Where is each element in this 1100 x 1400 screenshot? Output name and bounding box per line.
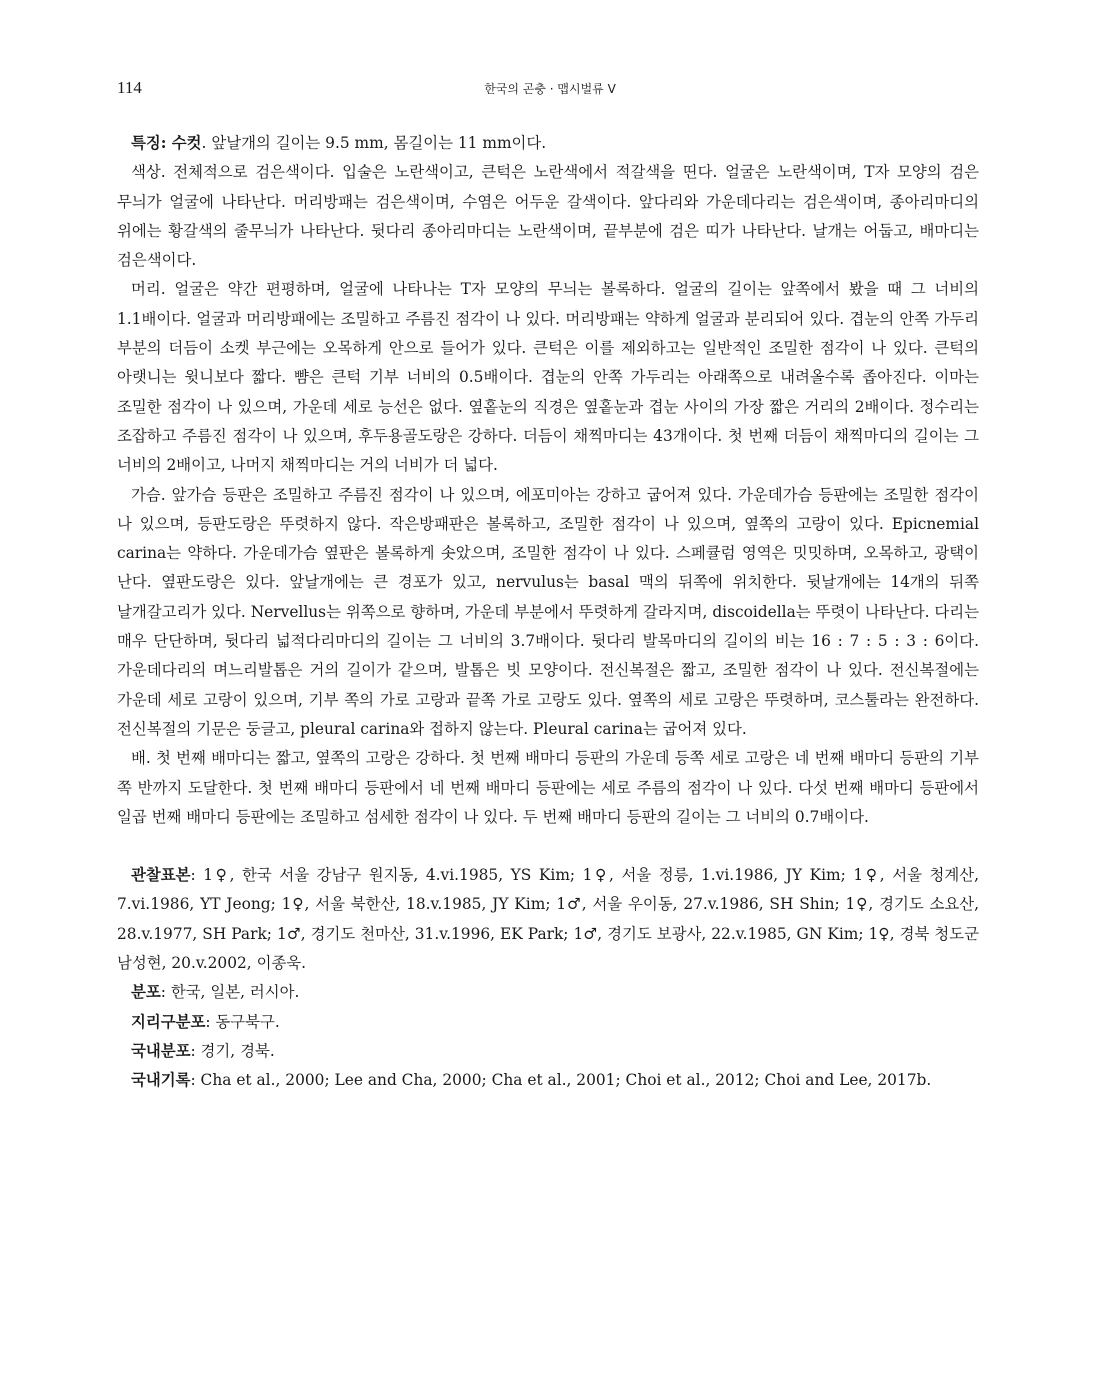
page-header bbox=[117, 78, 983, 102]
paragraph-domestic-distribution bbox=[117, 1037, 979, 1066]
paragraph-features: 특징: 수컷. 앞날개의 길이는 9.5 mm, 몸길이는 11 mm이다. bbox=[131, 134, 547, 152]
label-domestic-records: 국내기록 bbox=[131, 1071, 191, 1090]
label-features: 특징 bbox=[131, 134, 161, 152]
paragraph-thorax: 가슴. 앞가슴 등판은 조밀하고 주름진 점각이 나 있으며, 에포미아는 강하고 굽어져 있다. 가운데가슴 등판에는 조밀한 점각이 나 있으며, 등판도랑은 뚜렷하지 않다. 작은방패판은 볼록하고, 조밀한 점각이 나 있으며, 옆쪽의 고랑이 있다. Epicnemial carina는 약하다. 가운데가슴 옆판은 볼록하게 솟았으며, 조밀한 점각이 나 있다. 스페큘럼 영역은 밋밋하며, 오목하고, 광택이 난다. 옆판도랑은 있다. 앞날개에는 큰 경포가 있고, nervulus는 basal 맥의 뒤쪽에 위치한다. 뒷날개에는 14개의 뒤쪽 날개갈고리가 있다. Nervellus는 위쪽으로 향하며, 가운데 부분에서 뚜렷하게 갈라지며, discoidella는 뚜렷이 나타난다. 다리는 매우 단단하며, 뒷다리 넓적다리마디의 길이는 그 너비의 3.7배이다. 뒷다리 발목마디의 길이의 비는 16 : 7 : 5 : 3 : 6이다. 가운데다리의 며느리발톱은 거의 길이가 같으며, 발톱은 빗 모양이다. 전신복절은 짧고, 조밀한 점각이 나 있다. 전신복절에는 가운데 세로 고랑이 있으며, 기부 쪽의 가로 고랑과 끝쪽 가로 고랑도 있다. 옆쪽의 세로 고랑은 뚜렷하며, 코스툴라는 완전하다. 전신복절의 기문은 둥글고, pleural carina와 접하지 않는다. Pleural carina는 굽어져 있다. bbox=[117, 485, 979, 738]
paragraph-color: 색상. 전체적으로 검은색이다. 입술은 노란색이고, 큰턱은 노란색에서 적갈색을 띤다. 얼굴은 노란색이며, T자 모양의 검은 무늬가 얼굴에 나타난다. 머리방패는 검은색이며, 수염은 어두운 갈색이다. 앞다리와 가운데다리는 검은색이며, 종아리마디의 위에는 황갈색의 줄무늬가 나타난다. 뒷다리 종아리마디는 노란색이며, 끝부분에 검은 띠가 나타난다. 날개는 어둡고, 배마디는 검은색이다. bbox=[117, 163, 979, 270]
paragraph-features-text: . 앞날개의 길이는 9.5 mm, 몸길이는 11 mm이다. bbox=[201, 134, 547, 152]
page-number: 114 bbox=[117, 78, 142, 97]
zoogeography-text: : 동구북구. bbox=[205, 1012, 280, 1031]
distribution-text: : 한국, 일본, 러시아. bbox=[160, 983, 300, 1002]
running-title: 한국의 곤충 · 맵시벌류 V bbox=[484, 82, 616, 96]
label-sex: 수컷 bbox=[171, 134, 202, 152]
domestic-distribution-text: : 경기, 경북. bbox=[190, 1041, 275, 1060]
paragraph-abdomen: 배. 첫 번째 배마디는 짧고, 옆쪽의 고랑은 강하다. 첫 번째 배마디 등판의 가운데 등쪽 세로 고랑은 네 번째 배마디 등판의 기부 쪽 반까지 도달한다. 첫 번째 배마디 등판에서 네 번째 배마디 등판에는 세로 주름의 점각이 나 있다. 다섯 번째 배마디 등판에서 일곱 번째 배마디 등판에는 조밀하고 섬세한 점각이 나 있다. 두 번째 배마디 등판의 길이는 그 너비의 0.7배이다. bbox=[117, 749, 979, 826]
domestic-records-text: : Cha et al., 2000; Lee and Cha, 2000; Cha et al., 2001; Choi et al., 2012; Choi and Lee, 2017b. bbox=[190, 1071, 932, 1090]
label-specimens: 관찰표본 bbox=[131, 866, 191, 885]
paragraph-head: 머리. 얼굴은 약간 편평하며, 얼굴에 나타나는 T자 모양의 무늬는 볼록하다. 얼굴의 길이는 앞쪽에서 봤을 때 그 너비의 1.1배이다. 얼굴과 머리방패에는 조밀하고 주름진 점각이 나 있다. 머리방패는 약하게 얼굴과 분리되어 있다. 겹눈의 안쪽 가두리 부분의 더듬이 소켓 부근에는 오목하게 안으로 들어가 있다. 큰턱은 이를 제외하고는 일반적인 조밀한 점각이 나 있다. 큰턱의 아랫니는 윗니보다 짧다. 뺨은 큰턱 기부 너비의 0.5배이다. 겹눈의 안쪽 가두리는 아래쪽으로 내려올수록 좁아진다. 이마는 조밀한 점각이 나 있으며, 가운데 세로 능선은 없다. 옆홑눈의 직경은 옆홑눈과 겹눈 사이의 가장 짧은 거리의 2배이다. 정수리는 조잡하고 주름진 점각이 나 있으며, 후두용골도랑은 강하다. 더듬이 채찍마디는 43개이다. 첫 번째 더듬이 채찍마디의 길이는 그 너비의 2배이고, 나머지 채찍마디는 거의 너비가 더 넓다. bbox=[117, 280, 979, 475]
paragraph-specimens bbox=[117, 861, 979, 978]
paragraph-distribution bbox=[117, 978, 979, 1007]
specimens-text: : 1♀, 한국 서울 강남구 원지동, 4.vi.1985, YS Kim; 1♀, 서울 정릉, 1.vi.1986, JY Kim; 1♀, 서울 청계산, 7.vi.1986, YT Jeong; 1♀, 서울 북한산, 18.v.1985, JY Kim; 1♂, 서울 우이동, 27.v.1986, SH Shin; 1♀, 경기도 소요산, 28.v.1977, SH Park; 1♂, 경기도 천마산, 31.v.1996, EK Park; 1♂, 경기도 보광사, 22.v.1985, GN Kim; 1♀, 경북 청도군 남성현, 20.v.2002, 이종욱. bbox=[117, 866, 979, 973]
label-domestic-distribution: 국내분포 bbox=[131, 1041, 191, 1060]
paragraph-domestic-records bbox=[117, 1066, 979, 1095]
paragraph-zoogeography bbox=[117, 1008, 979, 1037]
label-zoogeography: 지리구분포 bbox=[131, 1012, 206, 1031]
page-body bbox=[117, 129, 979, 1096]
label-distribution: 분포 bbox=[131, 983, 161, 1002]
